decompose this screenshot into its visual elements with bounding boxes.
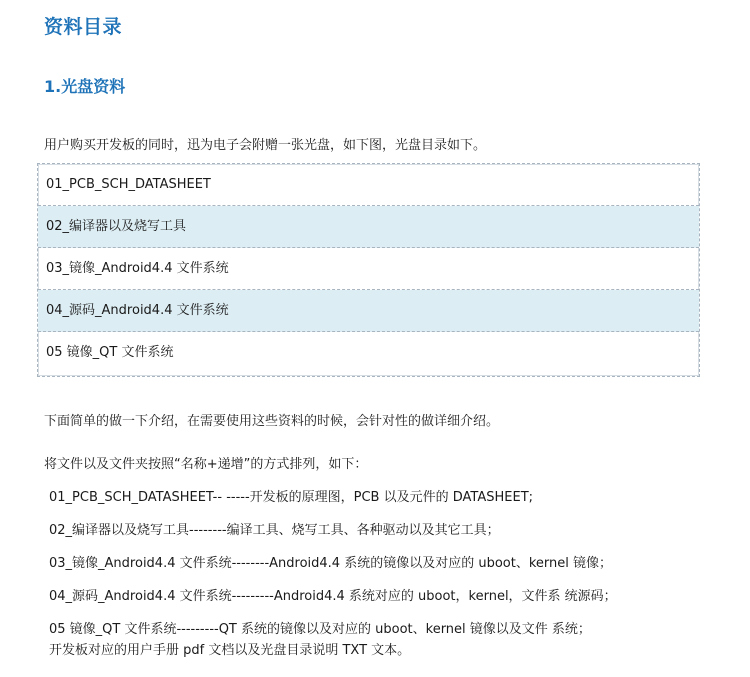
description-line: 02_编译器以及烧写工具--------编译工具、烧写工具、各种驱动以及其它工具； <box>49 523 500 538</box>
description-line: 开发板对应的用户手册 pdf 文档以及光盘目录说明 TXT 文本。 <box>49 643 411 658</box>
description-line: 05 镜像_QT 文件系统---------QT 系统的镜像以及对应的 uboot、kernel 镜像以及文件 系统； <box>49 622 591 637</box>
naming-paragraph: 将文件以及文件夹按照“名称+递增”的方式排列，如下： <box>44 457 368 472</box>
folder-table <box>37 163 700 377</box>
folder-row: 04_源码_Android4.4 文件系统 <box>38 290 699 332</box>
description-line: 04_源码_Android4.4 文件系统---------Android4.4 系统对应的 uboot，kernel，文件系 统源码； <box>49 589 617 604</box>
description-list <box>49 488 617 662</box>
intro-paragraph: 用户购买开发板的同时，迅为电子会附赠一张光盘，如下图，光盘目录如下。 <box>44 138 487 153</box>
intro-paragraph-2: 下面简单的做一下介绍，在需要使用这些资料的时候，会针对性的做详细介绍。 <box>44 414 500 429</box>
description-line: 03_镜像_Android4.4 文件系统--------Android4.4 系统的镜像以及对应的 uboot、kernel 镜像； <box>49 556 612 571</box>
page-title: 资料目录 <box>44 16 123 38</box>
folder-row: 03_镜像_Android4.4 文件系统 <box>38 248 699 290</box>
folder-row: 01_PCB_SCH_DATASHEET <box>38 164 699 206</box>
folder-row: 05 镜像_QT 文件系统 <box>46 345 174 360</box>
folder-row: 02_编译器以及烧写工具 <box>38 206 699 248</box>
description-line: 01_PCB_SCH_DATASHEET-- -----开发板的原理图，PCB 以及元件的 DATASHEET; <box>49 490 534 505</box>
section-title: 1.光盘资料 <box>44 77 126 96</box>
